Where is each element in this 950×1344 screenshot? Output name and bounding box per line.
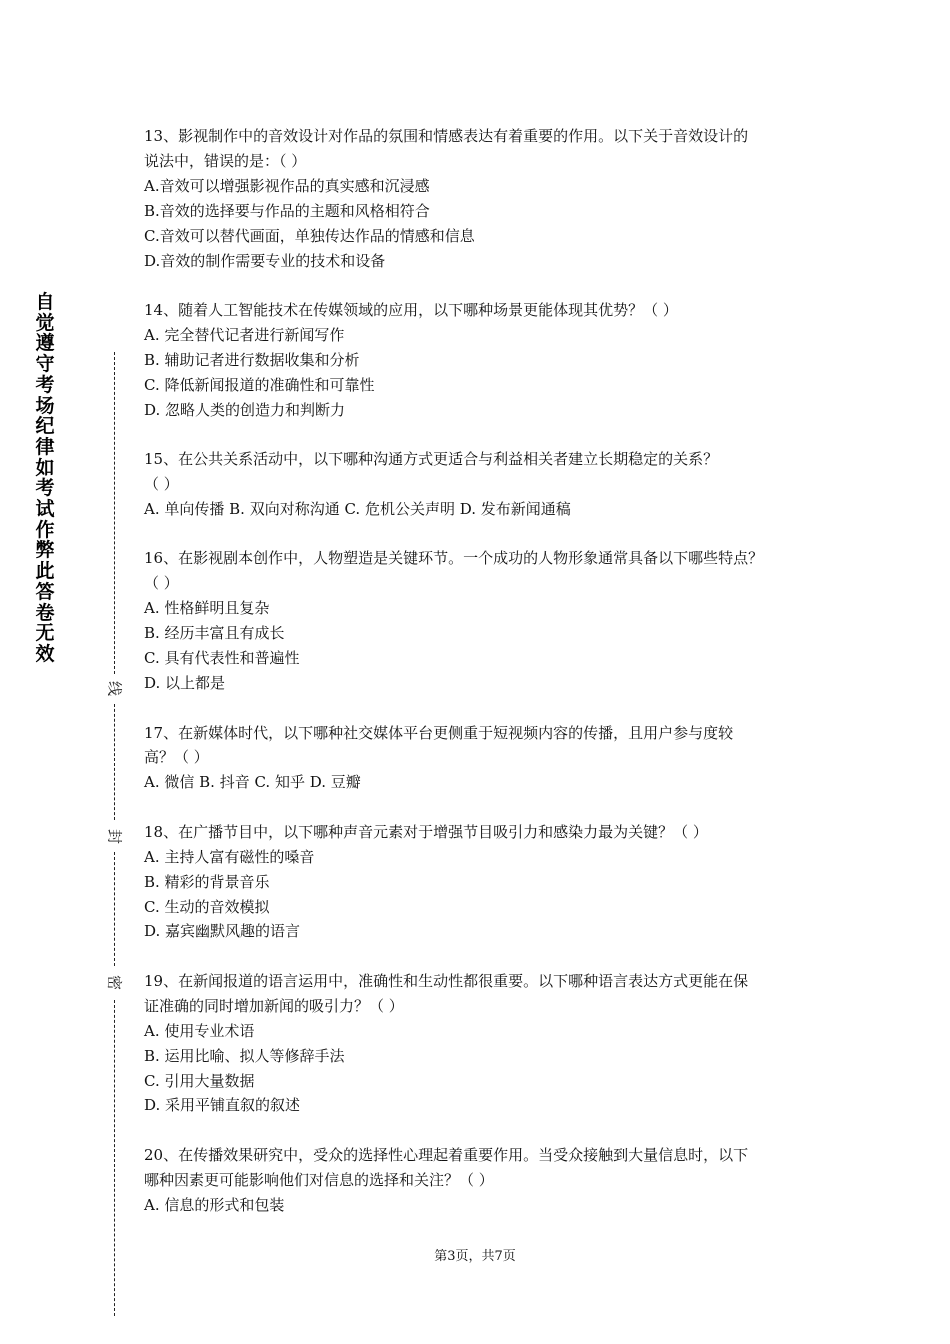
answer-option: A. 完全替代记者进行新闻写作 — [144, 325, 345, 344]
warning-char: 考 — [35, 373, 55, 396]
answer-option: C.音效可以替代画面，单独传达作品的情感和信息 — [144, 226, 475, 245]
answer-option: D. 以上都是 — [144, 674, 226, 692]
question-stem-line: 14、随着人工智能技术在传媒领域的应用，以下哪种场景更能体现其优势？（ ） — [144, 301, 678, 320]
answer-option: B. 辅助记者进行数据收集和分析 — [144, 350, 360, 369]
binding-line-segment — [114, 352, 115, 674]
question-stem-line: 13、影视制作中的音效设计对作品的氛围和情感表达有着重要的作用。以下关于音效设计的 — [144, 127, 749, 145]
warning-char: 弊 — [35, 539, 55, 562]
question-stem-line: 16、在影视剧本创作中，人物塑造是关键环节。一个成功的人物形象通常具备以下哪些特点？ — [144, 549, 764, 568]
warning-char: 自 — [35, 291, 55, 313]
warning-char: 试 — [35, 498, 55, 521]
question-block — [144, 721, 824, 796]
question-block — [144, 447, 824, 522]
binding-line-segment — [114, 704, 115, 820]
question-stem-line: （ ） — [144, 475, 179, 494]
question-stem-line: 18、在广播节目中，以下哪种声音元素对于增强节目吸引力和感染力最为关键？（ ） — [144, 822, 708, 841]
exam-discipline-warning — [32, 292, 58, 665]
warning-char: 律 — [35, 435, 55, 458]
question-stem-line: 高？（ ） — [144, 748, 209, 767]
question-list — [144, 124, 824, 1242]
answer-option: C. 降低新闻报道的准确性和可靠性 — [144, 375, 375, 394]
warning-char: 作 — [35, 518, 55, 541]
answer-option: D. 嘉宾幽默风趣的语言 — [144, 922, 301, 941]
answer-option: B. 运用比喻、拟人等修辞手法 — [144, 1046, 345, 1065]
warning-char: 守 — [35, 353, 55, 376]
warning-char: 卷 — [35, 601, 55, 624]
question-block — [144, 969, 824, 1118]
answer-option: A. 使用专业术语 — [144, 1021, 255, 1040]
answer-option: A. 单向传播 B. 双向对称沟通 C. 危机公关声明 D. 发布新闻通稿 — [144, 499, 571, 518]
question-stem-line: 17、在新媒体时代，以下哪种社交媒体平台更侧重于短视频内容的传播，且用户参与度较 — [144, 723, 734, 742]
binding-line-segment — [114, 1000, 115, 1316]
answer-option: B.音效的选择要与作品的主题和风格相符合 — [144, 201, 430, 220]
binding-label-secret: 密 — [105, 974, 124, 990]
answer-option: A. 微信 B. 抖音 C. 知乎 D. 豆瓣 — [144, 773, 361, 792]
answer-option: A. 信息的形式和包装 — [144, 1195, 285, 1214]
question-stem-line: 哪种因素更可能影响他们对信息的选择和关注？（ ） — [144, 1170, 494, 1189]
question-block — [144, 546, 824, 695]
answer-option: A.音效可以增强影视作品的真实感和沉浸感 — [144, 176, 430, 195]
answer-option: A. 性格鲜明且复杂 — [144, 599, 270, 618]
answer-option: C. 引用大量数据 — [144, 1071, 255, 1090]
warning-char: 无 — [35, 622, 55, 645]
answer-option: D.音效的制作需要专业的技术和设备 — [144, 251, 386, 270]
page-number: 第3页，共7页 — [434, 1249, 516, 1264]
question-block — [144, 1143, 824, 1218]
question-stem-line: 说法中，错误的是：（ ） — [144, 151, 307, 170]
question-stem-line: 19、在新闻报道的语言运用中，准确性和生动性都很重要。以下哪种语言表达方式更能在保 — [144, 971, 749, 990]
question-stem-line: （ ） — [144, 574, 179, 593]
answer-option: D. 忽略人类的创造力和判断力 — [144, 400, 346, 419]
answer-option: C. 生动的音效模拟 — [144, 897, 270, 916]
answer-option: B. 经历丰富且有成长 — [144, 624, 285, 643]
question-block — [144, 298, 824, 423]
question-block — [144, 124, 824, 273]
answer-option: D. 采用平铺直叙的叙述 — [144, 1096, 301, 1115]
binding-label-line: 线 — [105, 680, 124, 696]
question-block — [144, 820, 824, 945]
question-stem-line: 20、在传播效果研究中，受众的选择性心理起着重要作用。当受众接触到大量信息时，以下 — [144, 1145, 749, 1164]
warning-char: 如 — [35, 456, 55, 479]
warning-char: 考 — [35, 477, 55, 500]
answer-option: A. 主持人富有磁性的嗓音 — [144, 847, 315, 866]
question-stem-line: 证准确的同时增加新闻的吸引力？（ ） — [144, 996, 404, 1015]
question-stem-line: 15、在公共关系活动中，以下哪种沟通方式更适合与利益相关者建立长期稳定的关系？ — [144, 450, 719, 469]
warning-char: 答 — [35, 580, 55, 603]
answer-option: B. 精彩的背景音乐 — [144, 872, 270, 891]
warning-char: 觉 — [35, 311, 55, 334]
warning-char: 效 — [35, 642, 55, 665]
warning-char: 遵 — [35, 332, 55, 355]
warning-char: 此 — [35, 560, 55, 583]
answer-option: C. 具有代表性和普遍性 — [144, 649, 300, 668]
binding-line-segment — [114, 852, 115, 966]
warning-char: 纪 — [35, 415, 55, 438]
binding-label-seal: 封 — [105, 828, 124, 844]
warning-char: 场 — [35, 394, 55, 417]
